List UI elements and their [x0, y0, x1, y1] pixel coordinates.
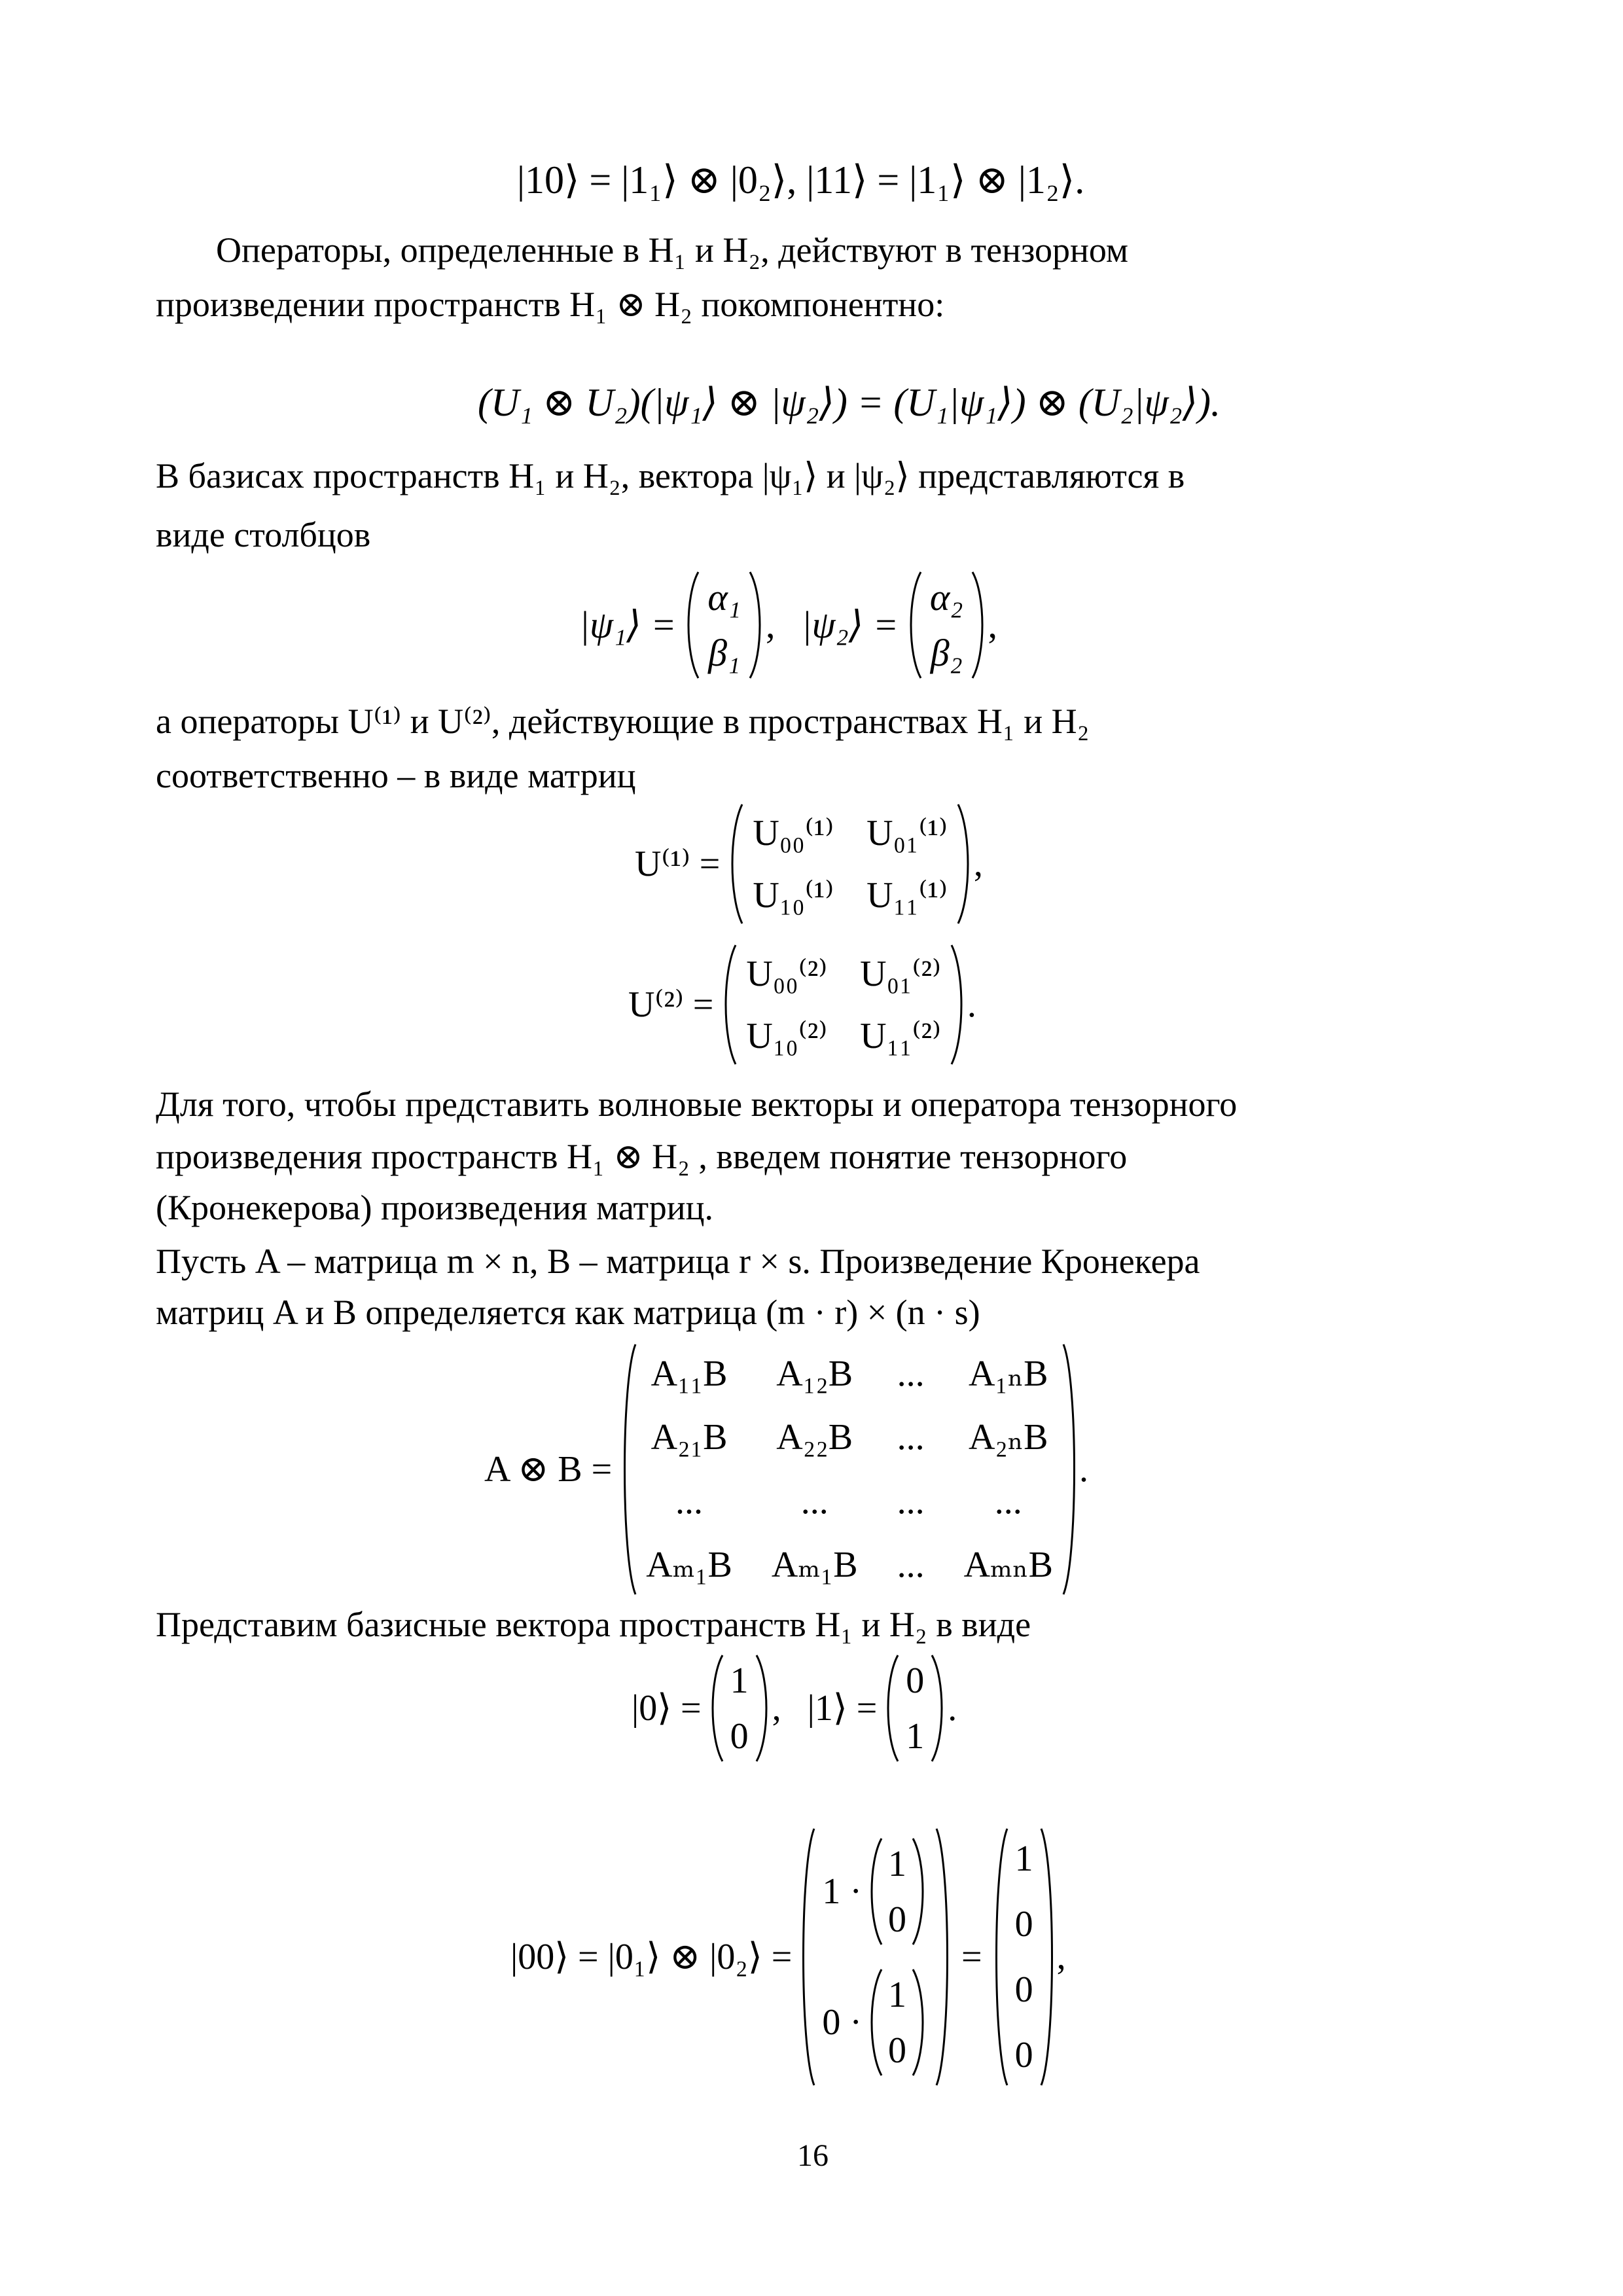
equation-basis-vectors: [632, 1653, 957, 1764]
paragraph-6-line-1: Представим базисные вектора пространств H₁ и H₂ в виде: [156, 1605, 1031, 1644]
right-paren-icon: [747, 569, 766, 681]
one-ket-bottom: 1: [906, 1715, 925, 1757]
kron-cell: ...: [897, 1417, 925, 1458]
equation-kronecker-product: [484, 1342, 1088, 1597]
U1-matrix: [726, 802, 974, 926]
left-paren-icon: [991, 1826, 1010, 2088]
result-entry: 0: [1014, 2035, 1033, 2075]
inner-column-2: [866, 1967, 929, 2078]
psi2-column: [905, 569, 988, 681]
zero-ket-column: [707, 1653, 772, 1764]
U2-11: U₁₁⁽²⁾: [860, 1015, 941, 1056]
kron-cell: ...: [675, 1480, 704, 1522]
right-paren-icon: [934, 1826, 952, 2088]
block-row-2: [822, 1967, 929, 2078]
left-paren-icon: [798, 1826, 817, 2088]
result-entry: 0: [1014, 1969, 1033, 2010]
kron-cell: ...: [897, 1353, 925, 1394]
comma: ,: [973, 844, 983, 884]
left-paren-icon: [620, 1342, 638, 1597]
inner-1-bottom: 0: [887, 1899, 906, 1940]
right-paren-icon: [970, 569, 988, 681]
psi2-alpha: α₂: [929, 575, 963, 619]
right-paren-icon: [910, 1836, 929, 1947]
kron-cell: ...: [994, 1480, 1022, 1522]
left-paren-icon: [720, 942, 738, 1067]
paragraph-2-line-2: виде столбцов: [156, 515, 371, 554]
kron-cell: A₁₁B: [651, 1353, 728, 1394]
one-ket-label: |1⟩ =: [807, 1688, 878, 1729]
one-ket-top: 0: [906, 1660, 925, 1701]
paragraph-4-line-3: (Кронекерова) произведения матриц.: [156, 1188, 714, 1227]
equation-U2-matrix: [628, 942, 976, 1067]
left-paren-icon: [905, 569, 923, 681]
kron-cell: ...: [800, 1480, 829, 1522]
result-entry: 0: [1014, 1904, 1033, 1945]
period: .: [967, 984, 976, 1025]
paragraph-1-line-2: произведении пространств H₁ ⊗ H₂ покомпонентно:: [156, 285, 945, 324]
right-paren-icon: [910, 1967, 929, 2078]
comma: ,: [1056, 1937, 1066, 1977]
kron-cell: A₁ₙB: [968, 1353, 1048, 1394]
kron-cell: Aₘ₁B: [646, 1545, 732, 1586]
paragraph-2-line-1: В базисах пространств H₁ и H₂, вектора |ψ₁⟩ и |ψ₂⟩ представляются в: [156, 456, 1185, 495]
result-entry: 1: [1014, 1839, 1033, 1879]
psi1-column: [683, 569, 766, 681]
U1-10: U₁₀⁽¹⁾: [753, 874, 834, 916]
left-paren-icon: [866, 1967, 884, 2078]
kron-cell: A₂₂B: [776, 1417, 853, 1458]
zero-ket-top: 1: [730, 1660, 749, 1701]
left-paren-icon: [726, 802, 745, 926]
zero-ket-bottom: 0: [730, 1715, 749, 1757]
equals-sign: =: [961, 1937, 982, 1977]
right-paren-icon: [1061, 1342, 1079, 1597]
U1-label: U⁽¹⁾ =: [635, 844, 721, 884]
right-paren-icon: [955, 802, 974, 926]
period: .: [948, 1688, 957, 1729]
kron-cell: AₘₙB: [963, 1545, 1053, 1586]
paragraph-4-line-1: Для того, чтобы представить волновые векторы и оператора тензорного: [156, 1085, 1238, 1124]
kron-cell: ...: [897, 1480, 925, 1522]
inner-2-top: 1: [887, 1974, 906, 2015]
left-paren-icon: [866, 1836, 884, 1947]
equation-tensor-action: [478, 383, 1221, 422]
paragraph-3-line-1: а операторы U⁽¹⁾ и U⁽²⁾, действующие в пространствах H₁ и H₂: [156, 702, 1090, 741]
inner-1-top: 1: [887, 1843, 906, 1884]
inner-2-bottom: 0: [887, 2030, 906, 2071]
equation-U1-matrix: [635, 802, 983, 926]
right-paren-icon: [949, 942, 967, 1067]
equation-text: |10⟩ = |1₁⟩ ⊗ |0₂⟩, |11⟩ = |1₁⟩ ⊗ |1₂⟩.: [517, 158, 1085, 202]
equation-text: (U₁ ⊗ U₂)(|ψ₁⟩ ⊗ |ψ₂⟩) = (U₁|ψ₁⟩) ⊗ (U₂|ψ₂⟩).: [478, 381, 1221, 424]
page-number: 16: [797, 2138, 829, 2173]
U2-matrix: [720, 942, 967, 1067]
zero-ket-label: |0⟩ =: [632, 1688, 702, 1729]
comma: ,: [988, 603, 998, 646]
one-ket-column: [882, 1653, 948, 1764]
period: .: [1079, 1449, 1088, 1490]
U1-01: U₀₁⁽¹⁾: [866, 812, 948, 853]
inner-column-1: [866, 1836, 929, 1947]
right-paren-icon: [1039, 1826, 1057, 2088]
U2-01: U₀₁⁽²⁾: [860, 953, 941, 994]
ket-00-result-vector: [991, 1826, 1057, 2088]
coef-2: 0 ·: [822, 2002, 862, 2043]
ket-00-block-vector: [798, 1826, 952, 2088]
paragraph-5-line-1: Пусть A – матрица m × n, B – матрица r × s. Произведение Кронекера: [156, 1242, 1200, 1281]
left-paren-icon: [882, 1653, 901, 1764]
left-paren-icon: [707, 1653, 725, 1764]
equation-psi-vectors: [579, 569, 997, 681]
kron-matrix: [620, 1342, 1079, 1597]
U2-10: U₁₀⁽²⁾: [746, 1015, 828, 1056]
kron-cell: Aₘ₁B: [771, 1545, 858, 1586]
coef-1: 1 ·: [822, 1871, 862, 1912]
U2-00: U₀₀⁽²⁾: [746, 953, 828, 994]
psi1-label: |ψ₁⟩ =: [579, 603, 677, 646]
block-row-1: [822, 1836, 929, 1947]
kron-label: A ⊗ B =: [484, 1449, 613, 1490]
right-paren-icon: [929, 1653, 948, 1764]
equation-ket-00: [510, 1826, 1066, 2088]
kron-cell: A₂ₙB: [968, 1417, 1048, 1458]
psi1-alpha: α₁: [707, 575, 741, 619]
equation-basis-10-11: [517, 160, 1084, 200]
psi2-label: |ψ₂⟩ =: [801, 603, 899, 646]
psi2-beta: β₂: [930, 631, 963, 674]
comma: ,: [772, 1688, 781, 1729]
kron-cell: A₁₂B: [776, 1353, 853, 1394]
paragraph-4-line-2: произведения пространств H₁ ⊗ H₂ , введем понятие тензорного: [156, 1137, 1128, 1176]
psi1-beta: β₁: [708, 631, 741, 674]
paragraph-1-line-1: Операторы, определенные в H₁ и H₂, действуют в тензорном: [216, 230, 1129, 270]
U1-00: U₀₀⁽¹⁾: [753, 812, 834, 853]
kron-cells: [638, 1342, 1061, 1597]
kron-cell: ...: [897, 1545, 925, 1586]
ket-00-label: |00⟩ = |0₁⟩ ⊗ |0₂⟩ =: [510, 1937, 793, 1977]
paragraph-5-line-2: матриц A и B определяется как матрица (m · r) × (n · s): [156, 1293, 980, 1332]
U2-label: U⁽²⁾ =: [628, 984, 714, 1025]
paragraph-3-line-2: соответственно – в виде матриц: [156, 756, 636, 795]
left-paren-icon: [683, 569, 701, 681]
comma: ,: [766, 603, 776, 646]
right-paren-icon: [754, 1653, 772, 1764]
U1-11: U₁₁⁽¹⁾: [866, 874, 948, 916]
kron-cell: A₂₁B: [651, 1417, 728, 1458]
